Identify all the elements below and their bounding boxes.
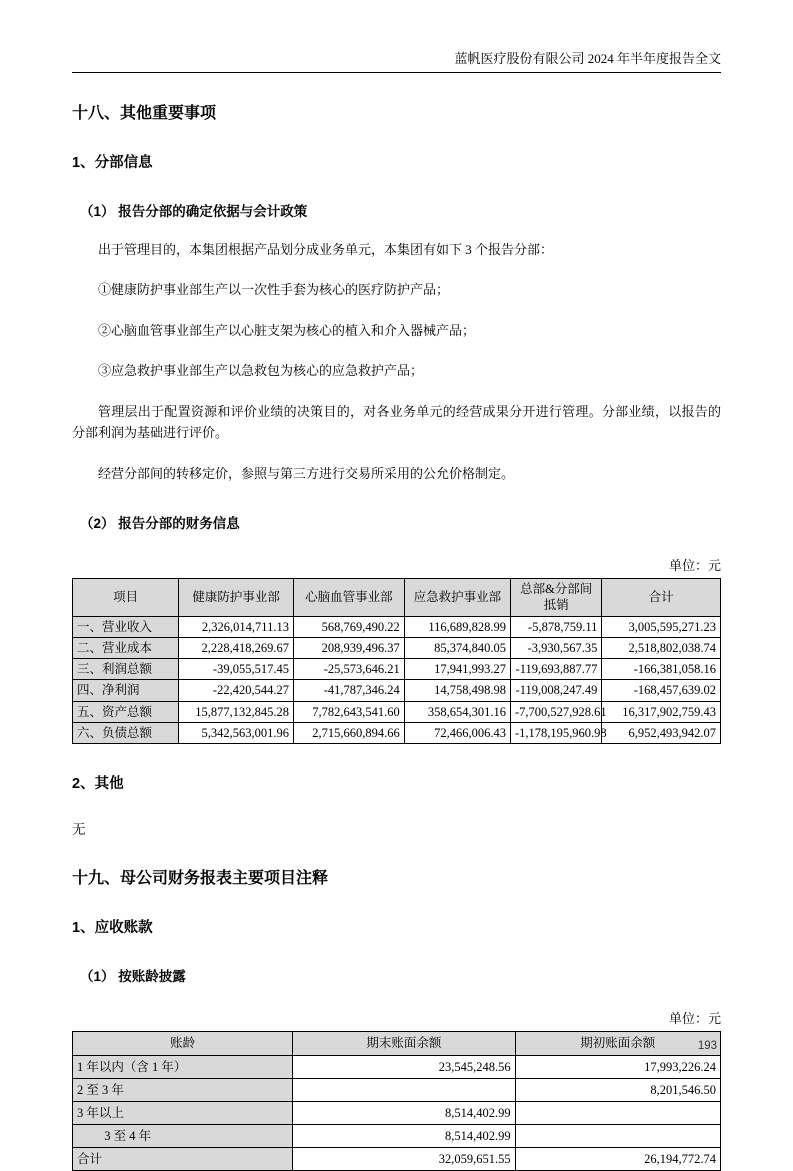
row-label: 3 年以上	[73, 1102, 293, 1125]
cell-value: 17,993,226.24	[515, 1056, 720, 1079]
section-18-1-2-title: （2） 报告分部的财务信息	[80, 516, 240, 532]
row-label: 四、净利润	[73, 680, 179, 701]
table-row	[73, 1079, 721, 1102]
table-row	[73, 680, 721, 701]
column-header: 项目	[73, 579, 179, 617]
table-row	[73, 1148, 721, 1171]
row-label: 合计	[73, 1148, 293, 1171]
section-18-title: 十八、其他重要事项	[72, 105, 217, 122]
row-label: 2 至 3 年	[73, 1079, 293, 1102]
unit-label: 单位：元	[668, 1011, 721, 1027]
table-row	[73, 616, 721, 637]
section-18-2-title: 2、其他	[72, 776, 124, 793]
cell-value: 8,514,402.99	[293, 1125, 515, 1148]
section-19-1-title: 1、应收账款	[72, 920, 153, 937]
section-19-1-1-title: （1） 按账龄披露	[80, 969, 186, 985]
table-row	[73, 1102, 721, 1125]
row-label: 1 年以内（含 1 年）	[73, 1056, 293, 1079]
cell-value: 2,228,418,269.67	[179, 637, 294, 658]
cell-value	[515, 1102, 720, 1125]
cell-value: 116,689,828.99	[404, 616, 510, 637]
table-row	[73, 637, 721, 658]
unit-label: 单位：元	[668, 558, 721, 574]
row-label: 二、营业成本	[73, 637, 179, 658]
column-header: 心脑血管事业部	[293, 579, 404, 617]
cell-value: -119,693,887.77	[511, 659, 602, 680]
cell-value: 26,194,772.74	[515, 1148, 720, 1171]
table-row	[73, 659, 721, 680]
paragraph: ③应急救护事业部生产以急救包为核心的应急救护产品；	[98, 363, 424, 379]
cell-value: -39,055,517.45	[179, 659, 294, 680]
cell-value: 7,782,643,541.60	[293, 701, 404, 722]
column-header: 期末账面余额	[293, 1032, 515, 1056]
cell-value	[515, 1125, 720, 1148]
column-header: 总部&分部间抵销	[511, 579, 602, 617]
cell-value: -166,381,058.16	[602, 659, 721, 680]
cell-value: 72,466,006.43	[404, 722, 510, 743]
page-number: 193	[697, 1040, 717, 1052]
cell-value: 85,374,840.05	[404, 637, 510, 658]
cell-value: -1,178,195,960.98	[511, 722, 602, 743]
cell-value: 8,514,402.99	[293, 1102, 515, 1125]
table-row	[73, 1056, 721, 1079]
column-header: 合计	[602, 579, 721, 617]
column-header: 健康防护事业部	[179, 579, 294, 617]
paragraph: 出于管理目的，本集团根据产品划分成业务单元，本集团有如下 3 个报告分部：	[98, 242, 554, 257]
cell-value: -119,008,247.49	[511, 680, 602, 701]
cell-value: 5,342,563,001.96	[179, 722, 294, 743]
segment-financial-table	[72, 578, 721, 744]
cell-value: -5,878,759.11	[511, 616, 602, 637]
cell-value: 208,939,496.37	[293, 637, 404, 658]
cell-value: 23,545,248.56	[293, 1056, 515, 1079]
section-18-1-title: 1、分部信息	[72, 155, 153, 171]
paragraph: ①健康防护事业部生产以一次性手套为核心的医疗防护产品；	[98, 282, 450, 298]
cell-value: 15,877,132,845.28	[179, 701, 294, 722]
cell-value: -41,787,346.24	[293, 680, 404, 701]
cell-value: -7,700,527,928.61	[511, 701, 602, 722]
document-header	[72, 48, 721, 73]
row-label: 一、营业收入	[73, 616, 179, 637]
paragraph: 经营分部间的转移定价，参照与第三方进行交易所采用的公允价格制定。	[98, 465, 515, 481]
column-header: 账龄	[73, 1032, 293, 1056]
table-header-row	[73, 579, 721, 617]
cell-value: 2,326,014,711.13	[179, 616, 294, 637]
document-title: 蓝帆医疗股份有限公司 2024 年半年度报告全文	[454, 51, 721, 66]
cell-value: 3,005,595,271.23	[602, 616, 721, 637]
cell-value: 32,059,651.55	[293, 1148, 515, 1171]
cell-value: -25,573,646.21	[293, 659, 404, 680]
cell-value: 8,201,546.50	[515, 1079, 720, 1102]
section-19-title: 十九、母公司财务报表主要项目注释	[72, 870, 329, 888]
section-18-2-content: 无	[72, 822, 86, 838]
cell-value: -22,420,544.27	[179, 680, 294, 701]
cell-value: 14,758,498.98	[404, 680, 510, 701]
column-header: 期初账面余额	[515, 1032, 720, 1056]
cell-value: 17,941,993.27	[404, 659, 510, 680]
table-row	[73, 1125, 721, 1148]
row-label: 六、负债总额	[73, 722, 179, 743]
row-label: 3 至 4 年	[73, 1125, 293, 1148]
paragraph: 管理层出于配置资源和评价业绩的决策目的，对各业务单元的经营成果分开进行管理。分部业绩，以报告的分部利润为基础进行评价。	[72, 403, 721, 441]
cell-value: 358,654,301.16	[404, 701, 510, 722]
row-label: 五、资产总额	[73, 701, 179, 722]
table-row	[73, 701, 721, 722]
row-label: 三、利润总额	[73, 659, 179, 680]
cell-value: 2,518,802,038.74	[602, 637, 721, 658]
cell-value: 2,715,660,894.66	[293, 722, 404, 743]
paragraph: ②心脑血管事业部生产以心脏支架为核心的植入和介入器械产品；	[98, 322, 476, 338]
cell-value: -3,930,567.35	[511, 637, 602, 658]
column-header: 应急救护事业部	[404, 579, 510, 617]
accounts-receivable-aging-table	[72, 1031, 721, 1171]
cell-value: 568,769,490.22	[293, 616, 404, 637]
cell-value: 16,317,902,759.43	[602, 701, 721, 722]
section-18-1-1-title: （1） 报告分部的确定依据与会计政策	[80, 204, 308, 219]
table-row	[73, 722, 721, 743]
cell-value: -168,457,639.02	[602, 680, 721, 701]
cell-value	[293, 1079, 515, 1102]
table-header-row	[73, 1032, 721, 1056]
cell-value: 6,952,493,942.07	[602, 722, 721, 743]
